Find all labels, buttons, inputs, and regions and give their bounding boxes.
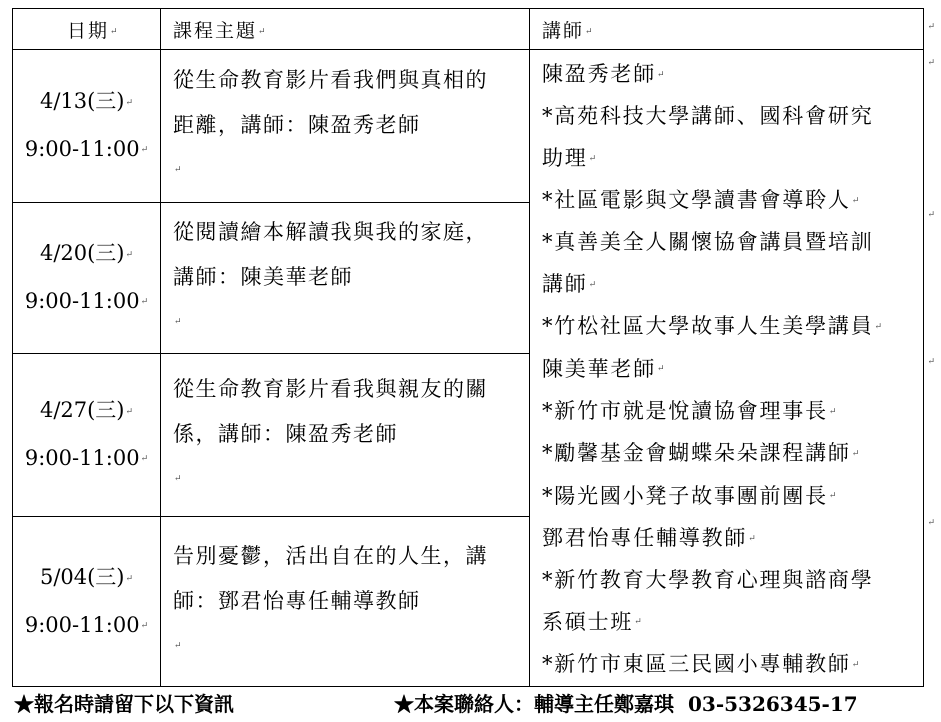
table-row xyxy=(13,50,924,203)
contact-info xyxy=(394,688,858,717)
course-schedule-table xyxy=(12,8,924,687)
end-of-row-mark: ↵ xyxy=(927,22,935,32)
session-date-cell: 4/13(三)↵ 9:00-11:00↵ xyxy=(13,50,161,203)
contact-person: ★本案聯絡人：輔導主任鄭嘉琪 xyxy=(394,692,674,716)
contact-phone: 03-5326345-17 xyxy=(688,692,858,716)
session-topic-cell: 從閱讀繪本解讀我與我的家庭， 講師：陳美華老師 ↵ xyxy=(161,202,530,353)
session-date-cell: 4/20(三)↵ 9:00-11:00↵ xyxy=(13,202,161,353)
footer xyxy=(14,688,934,718)
session-date-cell: 5/04(三)↵ 9:00-11:00↵ xyxy=(13,517,161,687)
table-header-row xyxy=(13,9,924,50)
session-topic-cell: 從生命教育影片看我與親友的關 係，講師：陳盈秀老師 ↵ xyxy=(161,353,530,516)
session-date-cell: 4/27(三)↵ 9:00-11:00↵ xyxy=(13,353,161,516)
end-of-row-mark: ↵ xyxy=(927,58,935,68)
end-of-row-mark: ↵ xyxy=(927,518,935,528)
header-topic: 課程主題↵ xyxy=(161,9,530,50)
end-of-row-mark: ↵ xyxy=(927,357,935,367)
registration-note: ★報名時請留下以下資訊 xyxy=(14,692,234,716)
teacher-profiles-cell: 陳盈秀老師↵ *高苑科技大學講師、國科會研究 助理↵ *社區電影與文學讀書會導聆人↵ *真善美全人關懷協會講員暨培訓 講師↵ *竹松社區大學故事人生美學講員↵ 陳美華老師↵ *新竹市就是悅讀協會理事長↵ *勵馨基金會蝴蝶朵朵課程講師↵ *陽光國小凳子故事團前團長↵ 鄧君怡專任輔導教師↵ *新竹教育大學教育心理與諮商學 系碩士班↵ *新竹市東區三民國小專輔教師↵ xyxy=(530,50,924,687)
session-topic-cell: 告別憂鬱，活出自在的人生，講 師：鄧君怡專任輔導教師 ↵ xyxy=(161,517,530,687)
end-of-row-mark: ↵ xyxy=(927,210,935,220)
header-date: 日期↵ xyxy=(13,9,161,50)
session-topic-cell: 從生命教育影片看我們與真相的 距離，講師：陳盈秀老師 ↵ xyxy=(161,50,530,203)
header-teacher: 講師↵ xyxy=(530,9,924,50)
